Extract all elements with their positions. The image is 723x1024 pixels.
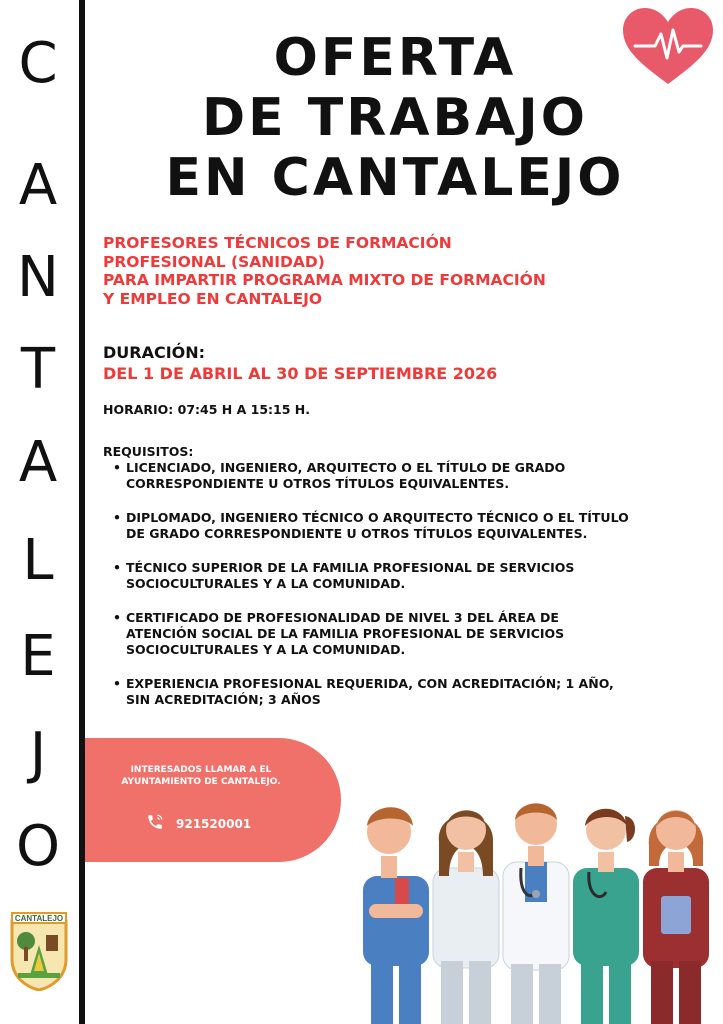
- title-line: EN CANTALEJO: [165, 148, 625, 208]
- subtitle-line: Y EMPLEO EN CANTALEJO: [103, 289, 323, 308]
- side-letter: L: [22, 528, 54, 593]
- list-item: • CERTIFICADO DE PROFESIONALIDAD DE NIVEL 3 DEL ÁREA DE ATENCIÓN SOCIAL DE LA FAMILIA PROFESIONAL DE SERVICIOS SOCIOCULTURALES Y A LA COMUNIDAD.: [110, 610, 630, 658]
- duration-label: DURACIÓN:: [103, 343, 206, 362]
- list-item: • DIPLOMADO, INGENIERO TÉCNICO O ARQUITECTO TÉCNICO O EL TÍTULO DE GRADO CORRESPONDIENTE U OTROS TÍTULOS EQUIVALENTES.: [110, 510, 630, 542]
- side-letter: N: [17, 245, 59, 310]
- side-letter: A: [18, 153, 58, 218]
- nurse-figure-5: [643, 810, 709, 1024]
- phone-number[interactable]: 921520001: [176, 817, 252, 831]
- side-letter: J: [29, 721, 47, 786]
- doctor-figure-3: [503, 803, 569, 1024]
- page-title: [110, 28, 680, 208]
- contact-line: AYUNTAMIENTO DE CANTALEJO.: [121, 777, 281, 787]
- side-letter: A: [18, 430, 58, 495]
- vertical-divider: [79, 0, 85, 1024]
- subtitle-line: PARA IMPARTIR PROGRAMA MIXTO DE FORMACIÓN: [103, 271, 546, 289]
- contact-line: INTERESADOS LLAMAR A EL: [130, 765, 272, 775]
- title-line: DE TRABAJO: [202, 88, 588, 148]
- position-description: [103, 234, 663, 308]
- list-item: • EXPERIENCIA PROFESIONAL REQUERIDA, CON ACREDITACIÓN; 1 AÑO, SIN ACREDITACIÓN; 3 AÑOS: [110, 676, 630, 708]
- doctor-figure-2: [433, 810, 499, 1024]
- healthcare-staff-illustration: [355, 796, 715, 1024]
- list-item: • TÉCNICO SUPERIOR DE LA FAMILIA PROFESIONAL DE SERVICIOS SOCIOCULTURALES Y A LA COMUNIDAD.: [110, 560, 630, 592]
- duration-value: DEL 1 DE ABRIL AL 30 DE SEPTIEMBRE 2026: [103, 364, 498, 383]
- list-item: • LICENCIADO, INGENIERO, ARQUITECTO O EL TÍTULO DE GRADO CORRESPONDIENTE U OTROS TÍTULOS EQUIVALENTES.: [110, 460, 630, 492]
- requirements-list: [110, 460, 630, 726]
- side-letter: C: [18, 31, 58, 96]
- subtitle-line: PROFESORES TÉCNICOS DE FORMACIÓN: [103, 234, 452, 252]
- subtitle-line: PROFESIONAL (SANIDAD): [103, 252, 325, 271]
- phone-icon: [146, 813, 164, 831]
- nurse-figure-4: [573, 809, 639, 1024]
- schedule-text: HORARIO: 07:45 H A 15:15 H.: [103, 402, 310, 417]
- side-letter: T: [20, 337, 56, 402]
- side-letter: E: [20, 624, 56, 689]
- side-letter: O: [15, 814, 61, 879]
- svg-text:CANTALEJO: CANTALEJO: [14, 914, 64, 923]
- requirements-title: REQUISITOS:: [103, 444, 194, 459]
- title-line: OFERTA: [273, 28, 517, 88]
- contact-banner: [85, 738, 341, 862]
- contact-text: [96, 764, 306, 788]
- nurse-figure-1: [363, 807, 429, 1024]
- municipal-crest-logo: [8, 911, 70, 991]
